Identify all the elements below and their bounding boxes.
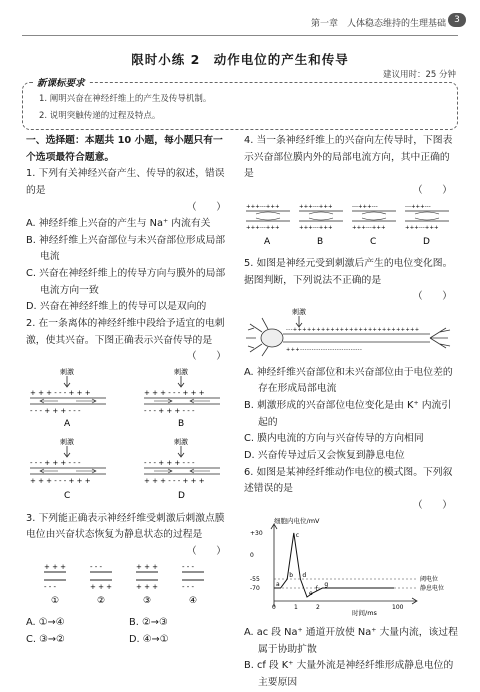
q2-diagrams	[26, 366, 232, 504]
option-a[interactable]: A. ①→④	[26, 617, 65, 629]
x-tick-label: 1	[294, 603, 298, 611]
point-label: d	[302, 571, 307, 579]
q2-diagram-b[interactable]	[144, 367, 220, 429]
option-d[interactable]: D. 兴奋传导过后又会恢复到静息电位	[244, 449, 405, 461]
svg-text:+++---+++: +++---+++	[352, 224, 386, 231]
stimulus-label: 刺激	[174, 367, 188, 376]
svg-text:A: A	[264, 236, 271, 247]
action-potential-chart	[244, 515, 458, 619]
point-label: e	[309, 589, 313, 597]
left-column	[26, 133, 232, 648]
question-4	[244, 133, 458, 256]
x-ticks	[272, 604, 404, 611]
option-letter: B	[178, 418, 185, 429]
potential-curve	[274, 533, 394, 597]
svg-text:---+++++++++++++++++++++++++++: ---+++++++++++++++++++++++++++	[286, 327, 420, 334]
neuron-diagram	[244, 306, 458, 358]
stimulus-label: 刺激	[174, 437, 188, 446]
svg-text:+ + +: + + +	[136, 582, 159, 591]
q3-diagrams	[26, 561, 232, 609]
question-stem: 4. 当一条神经纤维上的兴奋向左传导时，下图表示兴奋部位膜内外的局部电流方向，其中正确的是	[244, 135, 453, 180]
answer-paren: （ ）	[412, 499, 452, 511]
svg-text:④: ④	[189, 595, 198, 606]
y-ticks	[250, 530, 263, 592]
svg-text:- - - + + + - - -: - - - + + + - - -	[144, 406, 195, 415]
right-column	[244, 133, 458, 692]
option-a[interactable]: A. 神经纤维上兴奋的产生与 Na⁺ 内流有关	[26, 218, 211, 230]
point-label: g	[324, 580, 329, 588]
standard-item: 1. 阐明兴奋在神经纤维上的产生及传导机制。	[39, 94, 212, 104]
svg-text:+++---------------------------: +++---------------------------	[286, 347, 363, 354]
point-label: b	[289, 571, 294, 579]
standards-box	[22, 78, 458, 130]
section-heading: 一、选择题：本题共 10 小题，每小题只有一个选项最符合题意。	[26, 135, 223, 163]
svg-text:+++---+++: +++---+++	[299, 203, 333, 210]
question-2	[26, 316, 232, 511]
svg-text:---+++---: ---+++---	[405, 203, 431, 210]
q2-diagram-d[interactable]	[144, 437, 220, 501]
question-stem: 1. 下列有关神经兴奋产生、传导的叙述，错误的是	[26, 168, 225, 196]
q4-diagram-d[interactable]	[405, 204, 449, 247]
option-letter: A	[64, 418, 71, 429]
option-b[interactable]: B. 刺激形成的兴奋部位电位变化是由 K⁺ 内流引起的	[244, 400, 452, 428]
option-c[interactable]: C. ③→②	[26, 633, 65, 645]
svg-text:+++---+++: +++---+++	[246, 224, 280, 231]
answer-paren: （ ）	[186, 351, 226, 363]
option-c[interactable]: C. 兴奋在神经纤维上的传导方向与膜外的局部电流方向一致	[26, 268, 226, 296]
page-title: 限时小练 2 动作电位的产生和传导	[131, 52, 349, 67]
option-c[interactable]: C. 膜内电流的方向与兴奋传导的方向相同	[244, 433, 424, 445]
svg-text:D: D	[423, 236, 430, 247]
svg-text:C: C	[370, 236, 377, 247]
point-label: a	[276, 580, 280, 588]
q2-diagram-a[interactable]	[30, 367, 106, 429]
svg-text:- - -: - - -	[182, 582, 195, 591]
option-d[interactable]: D. ④→①	[129, 633, 169, 645]
q3-diagram-4	[182, 563, 204, 606]
y-tick-label: 0	[250, 551, 254, 559]
neuron-cell-body	[246, 318, 283, 356]
stimulus-label: 刺激	[60, 437, 74, 446]
axon-terminal	[430, 328, 450, 348]
option-b[interactable]: B. ②→③	[129, 617, 168, 629]
question-3	[26, 511, 232, 649]
q3-diagram-1	[44, 563, 66, 606]
threshold-annotation: 阈电位	[420, 575, 439, 583]
svg-text:+ + + - - - + + +: + + + - - - + + +	[30, 476, 91, 485]
svg-text:+ + + - - - + + +: + + + - - - + + +	[144, 476, 205, 485]
svg-text:②: ②	[97, 595, 106, 606]
chapter-header: 第一章 人体稳态维持的生理基础	[310, 19, 446, 29]
q4-diagrams	[244, 200, 458, 250]
svg-text:---+++---: ---+++---	[352, 203, 378, 210]
question-stem: 2. 在一条离体的神经纤维中段给予适宜的电刺激，使其兴奋。下图正确表示兴奋传导的是	[26, 318, 225, 346]
page-number: 3	[448, 13, 466, 27]
svg-text:①: ①	[51, 595, 60, 606]
question-stem: 3. 下列能正确表示神经纤维受刺激后刺激点膜电位由兴奋状态恢复为静息状态的过程是	[26, 512, 225, 541]
q4-diagram-b[interactable]	[299, 204, 343, 247]
point-labels	[276, 532, 328, 597]
q4-diagram-a[interactable]	[246, 204, 290, 247]
answer-paren: （ ）	[186, 545, 226, 557]
y-tick-label: +30	[250, 529, 263, 537]
stimulus-label: 刺激	[60, 367, 74, 376]
svg-text:- - -: - - -	[182, 562, 195, 571]
svg-text:+++---+++: +++---+++	[299, 224, 333, 231]
option-letter: D	[178, 490, 185, 501]
q4-diagram-c[interactable]	[352, 204, 396, 247]
option-b[interactable]: B. cf 段 K⁺ 大量外流是神经纤维形成静息电位的主要原因	[244, 660, 454, 689]
svg-text:+ + +: + + +	[136, 562, 159, 571]
y-tick-label: -55	[250, 575, 260, 583]
option-d[interactable]: D. 兴奋在神经纤维上的传导可以是双向的	[26, 301, 207, 313]
y-tick-label: -70	[250, 584, 260, 592]
question-stem: 5. 如图是神经元受到刺激后产生的电位变化图。据图判断，下列说法不正确的是	[244, 258, 453, 286]
svg-text:- - - + + + - - -: - - - + + + - - -	[144, 458, 195, 467]
svg-text:+++---+++: +++---+++	[405, 224, 439, 231]
svg-text:- - -: - - -	[44, 582, 57, 591]
x-tick-label: 0	[272, 603, 276, 611]
standard-item: 2. 说明突触传递的过程及特点。	[39, 111, 161, 121]
svg-text:- - - + + + - - -: - - - + + + - - -	[30, 458, 81, 467]
svg-text:+ + + - - - + + +: + + + - - - + + +	[144, 388, 205, 397]
svg-text:+ + +: + + +	[90, 582, 113, 591]
svg-text:- - - + + + - - -: - - - + + + - - -	[30, 406, 81, 415]
svg-text:+ + +: + + +	[44, 562, 67, 571]
svg-text:B: B	[317, 236, 324, 247]
answer-paren: （ ）	[412, 291, 452, 303]
stimulus-label: 刺激	[292, 308, 306, 317]
point-label: f	[315, 585, 318, 593]
question-5	[244, 256, 458, 464]
q2-diagram-c[interactable]	[30, 437, 106, 501]
question-6	[244, 465, 458, 692]
svg-text:③: ③	[143, 595, 152, 606]
option-letter: C	[64, 490, 71, 501]
answer-paren: （ ）	[412, 184, 452, 196]
neuron-axon	[283, 327, 430, 353]
option-a[interactable]: A. ac 段 Na⁺ 通道开放使 Na⁺ 大量内流，该过程属于协助扩散	[244, 627, 458, 655]
option-a[interactable]: A. 神经纤维兴奋部位和未兴奋部位由于电位差的存在形成局部电流	[244, 366, 453, 395]
question-1	[26, 166, 232, 316]
q3-diagram-2	[90, 563, 112, 606]
x-tick-label: 2	[316, 603, 320, 611]
resting-annotation: 静息电位	[420, 584, 445, 592]
point-label: c	[295, 531, 300, 539]
question-stem: 6. 如图是某神经纤维动作电位的模式图。下列叙述错误的是	[244, 466, 453, 495]
header-rule	[22, 35, 458, 36]
x-tick-label: 100	[392, 603, 404, 611]
svg-text:+ + + - - - + + +: + + + - - - + + +	[30, 388, 91, 397]
recommended-time: 建议用时：25 分钟	[382, 70, 456, 80]
q3-diagram-3	[136, 563, 158, 606]
y-axis-label: 细胞内电位/mV	[274, 516, 320, 525]
svg-text:- - -: - - -	[90, 562, 103, 571]
answer-paren: （ ）	[186, 201, 226, 213]
x-axis-label: 时间/ms	[352, 608, 377, 617]
option-b[interactable]: B. 神经纤维上兴奋部位与未兴奋部位形成局部电流	[26, 234, 226, 263]
standards-title: 新课标要求	[33, 75, 89, 89]
svg-text:+++---+++: +++---+++	[246, 203, 280, 210]
